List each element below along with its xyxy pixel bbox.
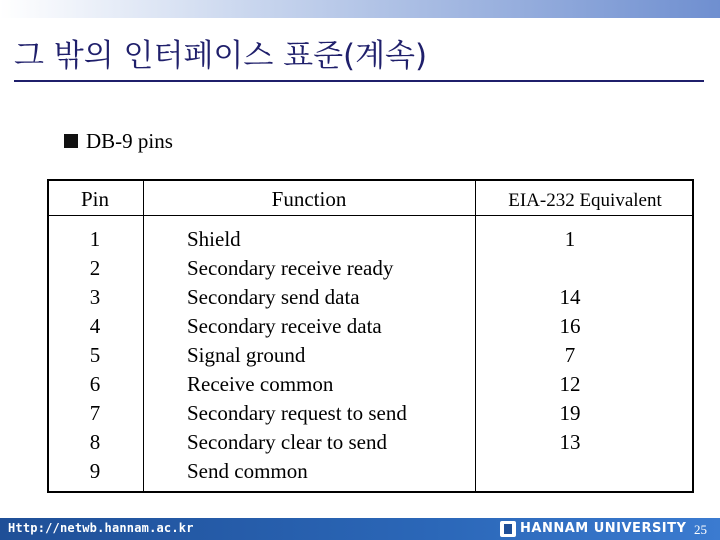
table-cell-pin: 4 [89,314,101,338]
table-column-divider [143,179,144,493]
table-cell-eia: 13 [559,430,581,454]
table-cell-pin: 8 [89,430,101,454]
table-cell-eia: 7 [564,343,576,367]
table-cell-eia: 1 [564,227,576,251]
table-cell-function: Receive common [187,372,334,396]
header-pin: Pin [80,187,109,211]
table-header-divider [47,215,694,216]
table-cell-function: Secondary request to send [187,401,407,425]
table-cell-eia [500,457,640,486]
table-cell-pin: 6 [89,372,101,396]
header-function: Function [271,187,347,211]
header-eia: EIA-232 Equivalent [508,190,662,211]
table-cell-pin: 2 [89,256,101,280]
square-bullet-icon [64,134,78,148]
table-cell-eia: 16 [559,314,581,338]
slide-title: 그 밖의 인터페이스 표준(계속) [14,38,428,74]
bullet-item [64,128,173,154]
table-cell-function: Send common [187,459,308,483]
table-cell-pin: 9 [89,459,101,483]
top-gradient-bar [0,0,720,18]
table-cell-pin: 1 [89,227,101,251]
title-underline [14,80,704,82]
function-column [187,225,487,486]
table-cell-function: Secondary send data [187,285,360,309]
table-cell-pin: 3 [89,285,101,309]
page-number: 25 [694,522,707,537]
table-cell-eia: 14 [559,285,581,309]
eia-column [500,225,640,486]
table-cell-eia: 19 [559,401,581,425]
footer-url-link[interactable]: Http://netwb.hannam.ac.kr [8,521,194,535]
footer-university-name: HANNAM UNIVERSITY [520,521,687,536]
pin-column [47,225,143,486]
table-cell-function: Signal ground [187,343,306,367]
table-cell-pin: 7 [89,401,101,425]
footer-bar [0,518,720,540]
table-cell-pin: 5 [89,343,101,367]
table-cell-eia [500,254,640,283]
table-cell-eia: 12 [559,372,581,396]
table-cell-function: Shield [187,227,241,251]
bullet-text: DB-9 pins [86,129,173,153]
table-cell-function: Secondary clear to send [187,430,388,454]
table-cell-function: Secondary receive ready [187,256,394,280]
university-logo-icon [500,521,516,537]
table-cell-function: Secondary receive data [187,314,382,338]
